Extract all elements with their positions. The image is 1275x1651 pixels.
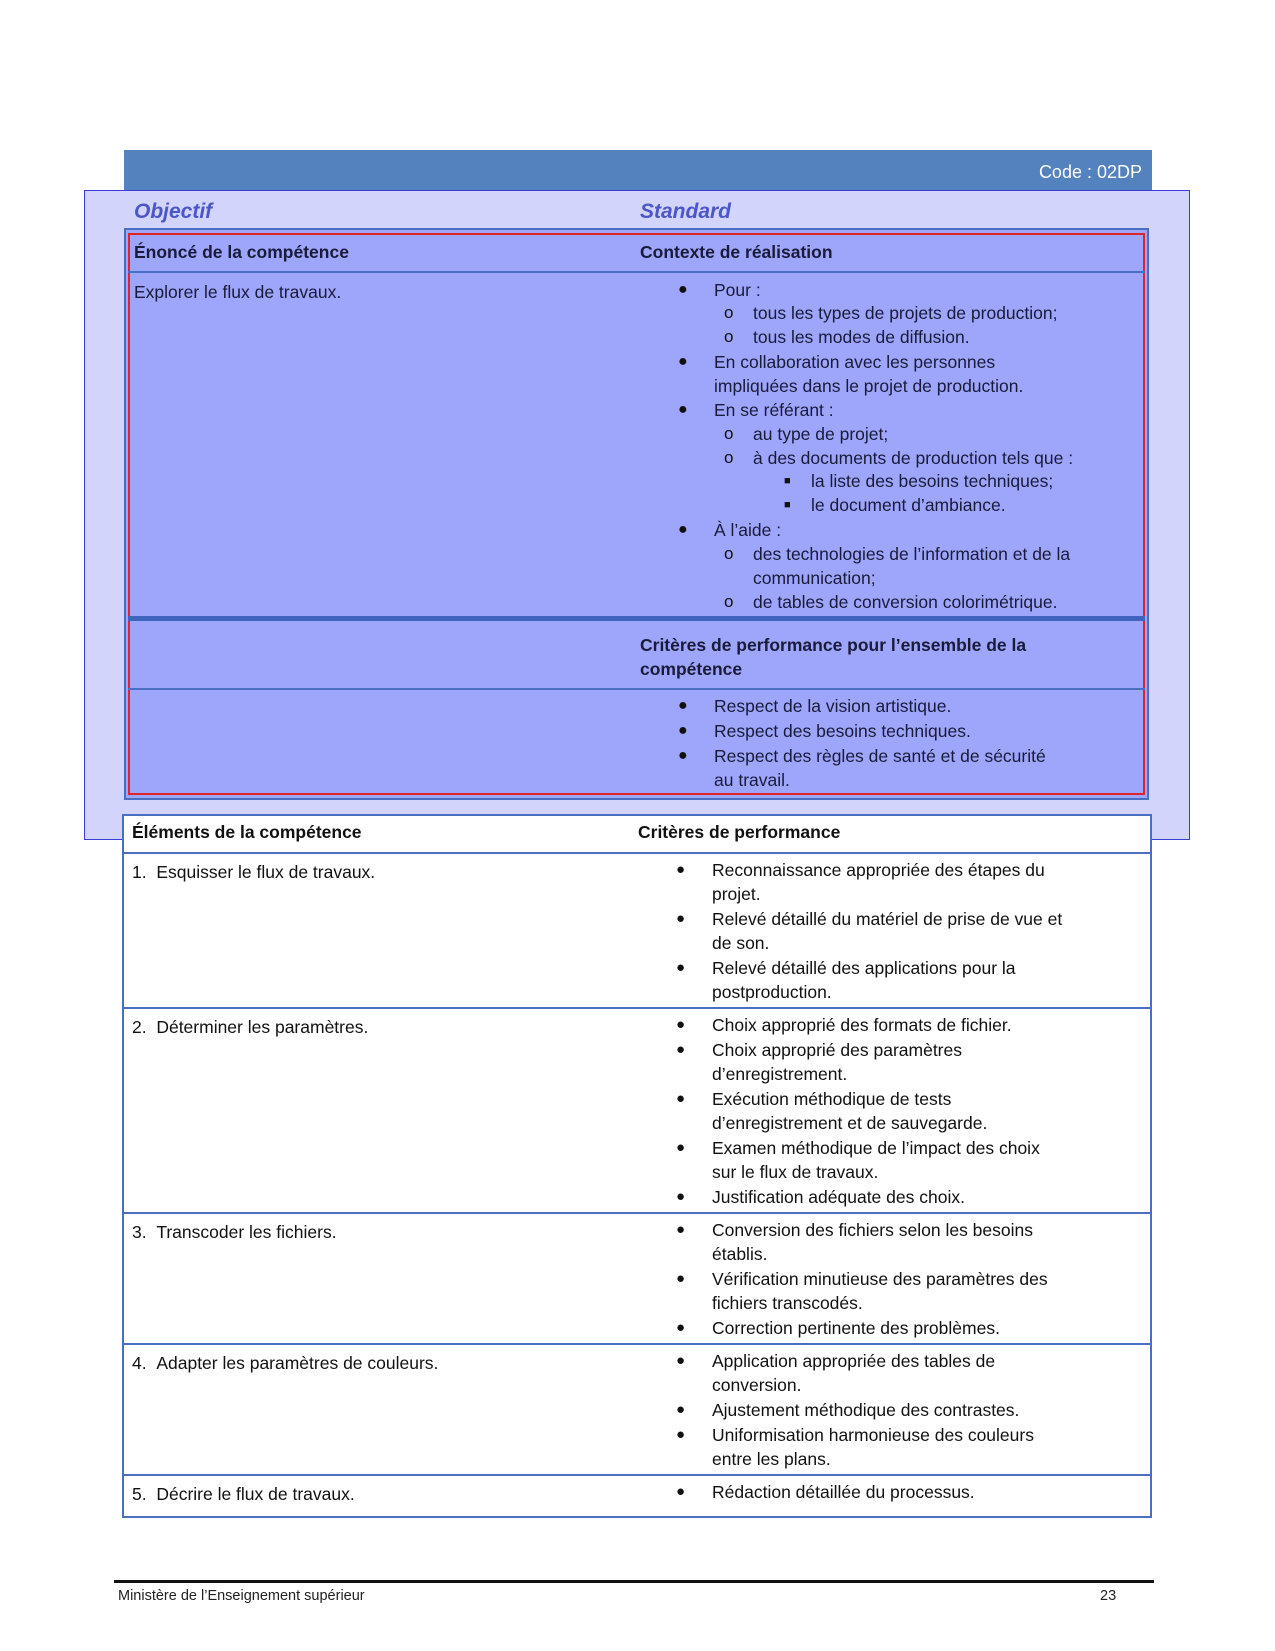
overall-criteria-item: Respect des règles de santé et de sécurité [714,746,1046,766]
criteria-item: Relevé détaillé du matériel de prise de vue et [712,909,1063,929]
panel-divider [128,271,1145,273]
bullet-marker: ● [676,861,686,878]
bullet-marker: ● [676,1016,686,1033]
bullet-marker: ● [676,1221,686,1238]
panel-section-divider [128,616,1145,621]
criteria-item: établis. [712,1244,768,1264]
criteria-item: Conversion des fichiers selon les besoins [712,1220,1033,1240]
footer-rule [114,1580,1154,1583]
criteria-item: d’enregistrement et de sauvegarde. [712,1113,988,1133]
table-row-divider [124,1007,1150,1009]
element-cell: 1. Esquisser le flux de travaux. [132,862,376,882]
overall-criteria-item: Respect de la vision artistique. [714,696,952,716]
criteria-item: d’enregistrement. [712,1064,848,1084]
criteria-item: Choix approprié des paramètres [712,1040,962,1060]
overall-criteria-heading: Critères de performance pour l’ensemble de la [640,635,1027,655]
context-item: En collaboration avec les personnes [714,352,996,372]
bullet-marker: ● [676,910,686,927]
criteria-item: Reconnaissance appropriée des étapes du [712,860,1045,880]
criteria-item: Application appropriée des tables de [712,1351,996,1371]
sub-bullet-marker: o [724,448,734,467]
criteria-item: Choix approprié des formats de fichier. [712,1015,1012,1035]
context-item: à des documents de production tels que : [753,448,1074,468]
criteria-item: de son. [712,933,770,953]
overall-criteria-item: au travail. [714,770,790,790]
objective-label: Objectif [134,200,213,223]
criteria-item: Relevé détaillé des applications pour la [712,958,1016,978]
context-item: En se référant : [714,400,834,420]
criteria-item: Ajustement méthodique des contrastes. [712,1400,1020,1420]
context-item: de tables de conversion colorimétrique. [753,592,1058,612]
footer-page-number: 23 [1100,1588,1117,1604]
table-row-divider [124,1343,1150,1345]
bullet-marker: ● [676,1426,686,1443]
bullet-marker: ● [678,353,688,370]
bullet-marker: ● [676,1352,686,1369]
criteria-item: Rédaction détaillée du processus. [712,1482,975,1502]
overall-criteria-heading: compétence [640,659,743,679]
criteria-item: entre les plans. [712,1449,831,1469]
element-cell: 2. Déterminer les paramètres. [132,1017,369,1037]
criteria-item: projet. [712,884,761,904]
overall-criteria-item: Respect des besoins techniques. [714,721,971,741]
program-code: Code : 02DP [1038,162,1142,182]
bullet-marker: ● [676,1188,686,1205]
element-cell: 4. Adapter les paramètres de couleurs. [132,1353,439,1373]
sub-bullet-marker: o [724,424,734,443]
context-item: À l’aide : [714,520,782,540]
criteria-item: postproduction. [712,982,832,1002]
bullet-marker: ● [676,1270,686,1287]
context-item: communication; [753,568,876,588]
footer-ministry: Ministère de l’Enseignement supérieur [118,1588,365,1604]
context-item: la liste des besoins techniques; [811,471,1054,491]
bullet-marker: ● [678,722,688,739]
criteria-item: Justification adéquate des choix. [712,1187,965,1207]
criteria-item: Vérification minutieuse des paramètres des [712,1269,1048,1289]
criteria-item: conversion. [712,1375,802,1395]
context-item: tous les types de projets de production; [753,303,1058,323]
competence-statement: Explorer le flux de travaux. [134,282,342,302]
bullet-marker: ● [676,1483,686,1500]
context-item: tous les modes de diffusion. [753,327,970,347]
statement-heading: Énoncé de la compétence [134,242,349,262]
context-item: Pour : [714,280,761,300]
context-heading: Contexte de réalisation [640,242,833,262]
element-cell: 5. Décrire le flux de travaux. [132,1484,355,1504]
elements-column-header: Éléments de la compétence [132,822,362,842]
bullet-marker: ● [676,1319,686,1336]
criteria-item: Exécution méthodique de tests [712,1089,952,1109]
sub-bullet-marker: o [724,592,734,611]
criteria-item: Correction pertinente des problèmes. [712,1318,1000,1338]
standard-label: Standard [640,200,732,223]
bullet-marker: ● [678,697,688,714]
sub-bullet-marker: o [724,303,734,322]
criteria-item: Uniformisation harmonieuse des couleurs [712,1425,1034,1445]
bullet-marker: ● [676,1401,686,1418]
context-item: au type de projet; [753,424,889,444]
square-bullet-marker: ■ [784,475,791,487]
criteria-item: fichiers transcodés. [712,1293,863,1313]
panel-divider [128,688,1145,690]
bullet-marker: ● [676,1090,686,1107]
context-item: le document d’ambiance. [811,495,1006,515]
bullet-marker: ● [678,281,688,298]
bullet-marker: ● [676,1139,686,1156]
bullet-marker: ● [678,747,688,764]
bullet-marker: ● [676,1041,686,1058]
code-header-bar [124,150,1152,194]
criteria-item: sur le flux de travaux. [712,1162,879,1182]
context-item: des technologies de l’information et de la [753,544,1071,564]
bullet-marker: ● [678,521,688,538]
table-row-divider [124,1474,1150,1476]
element-cell: 3. Transcoder les fichiers. [132,1222,337,1242]
square-bullet-marker: ■ [784,499,791,511]
criteria-item: Examen méthodique de l’impact des choix [712,1138,1040,1158]
table-row-divider [124,1212,1150,1214]
sub-bullet-marker: o [724,327,734,346]
bullet-marker: ● [676,959,686,976]
sub-bullet-marker: o [724,544,734,563]
criteria-column-header: Critères de performance [638,822,841,842]
context-item: impliquées dans le projet de production. [714,376,1024,396]
bullet-marker: ● [678,401,688,418]
table-header-divider [124,852,1150,854]
